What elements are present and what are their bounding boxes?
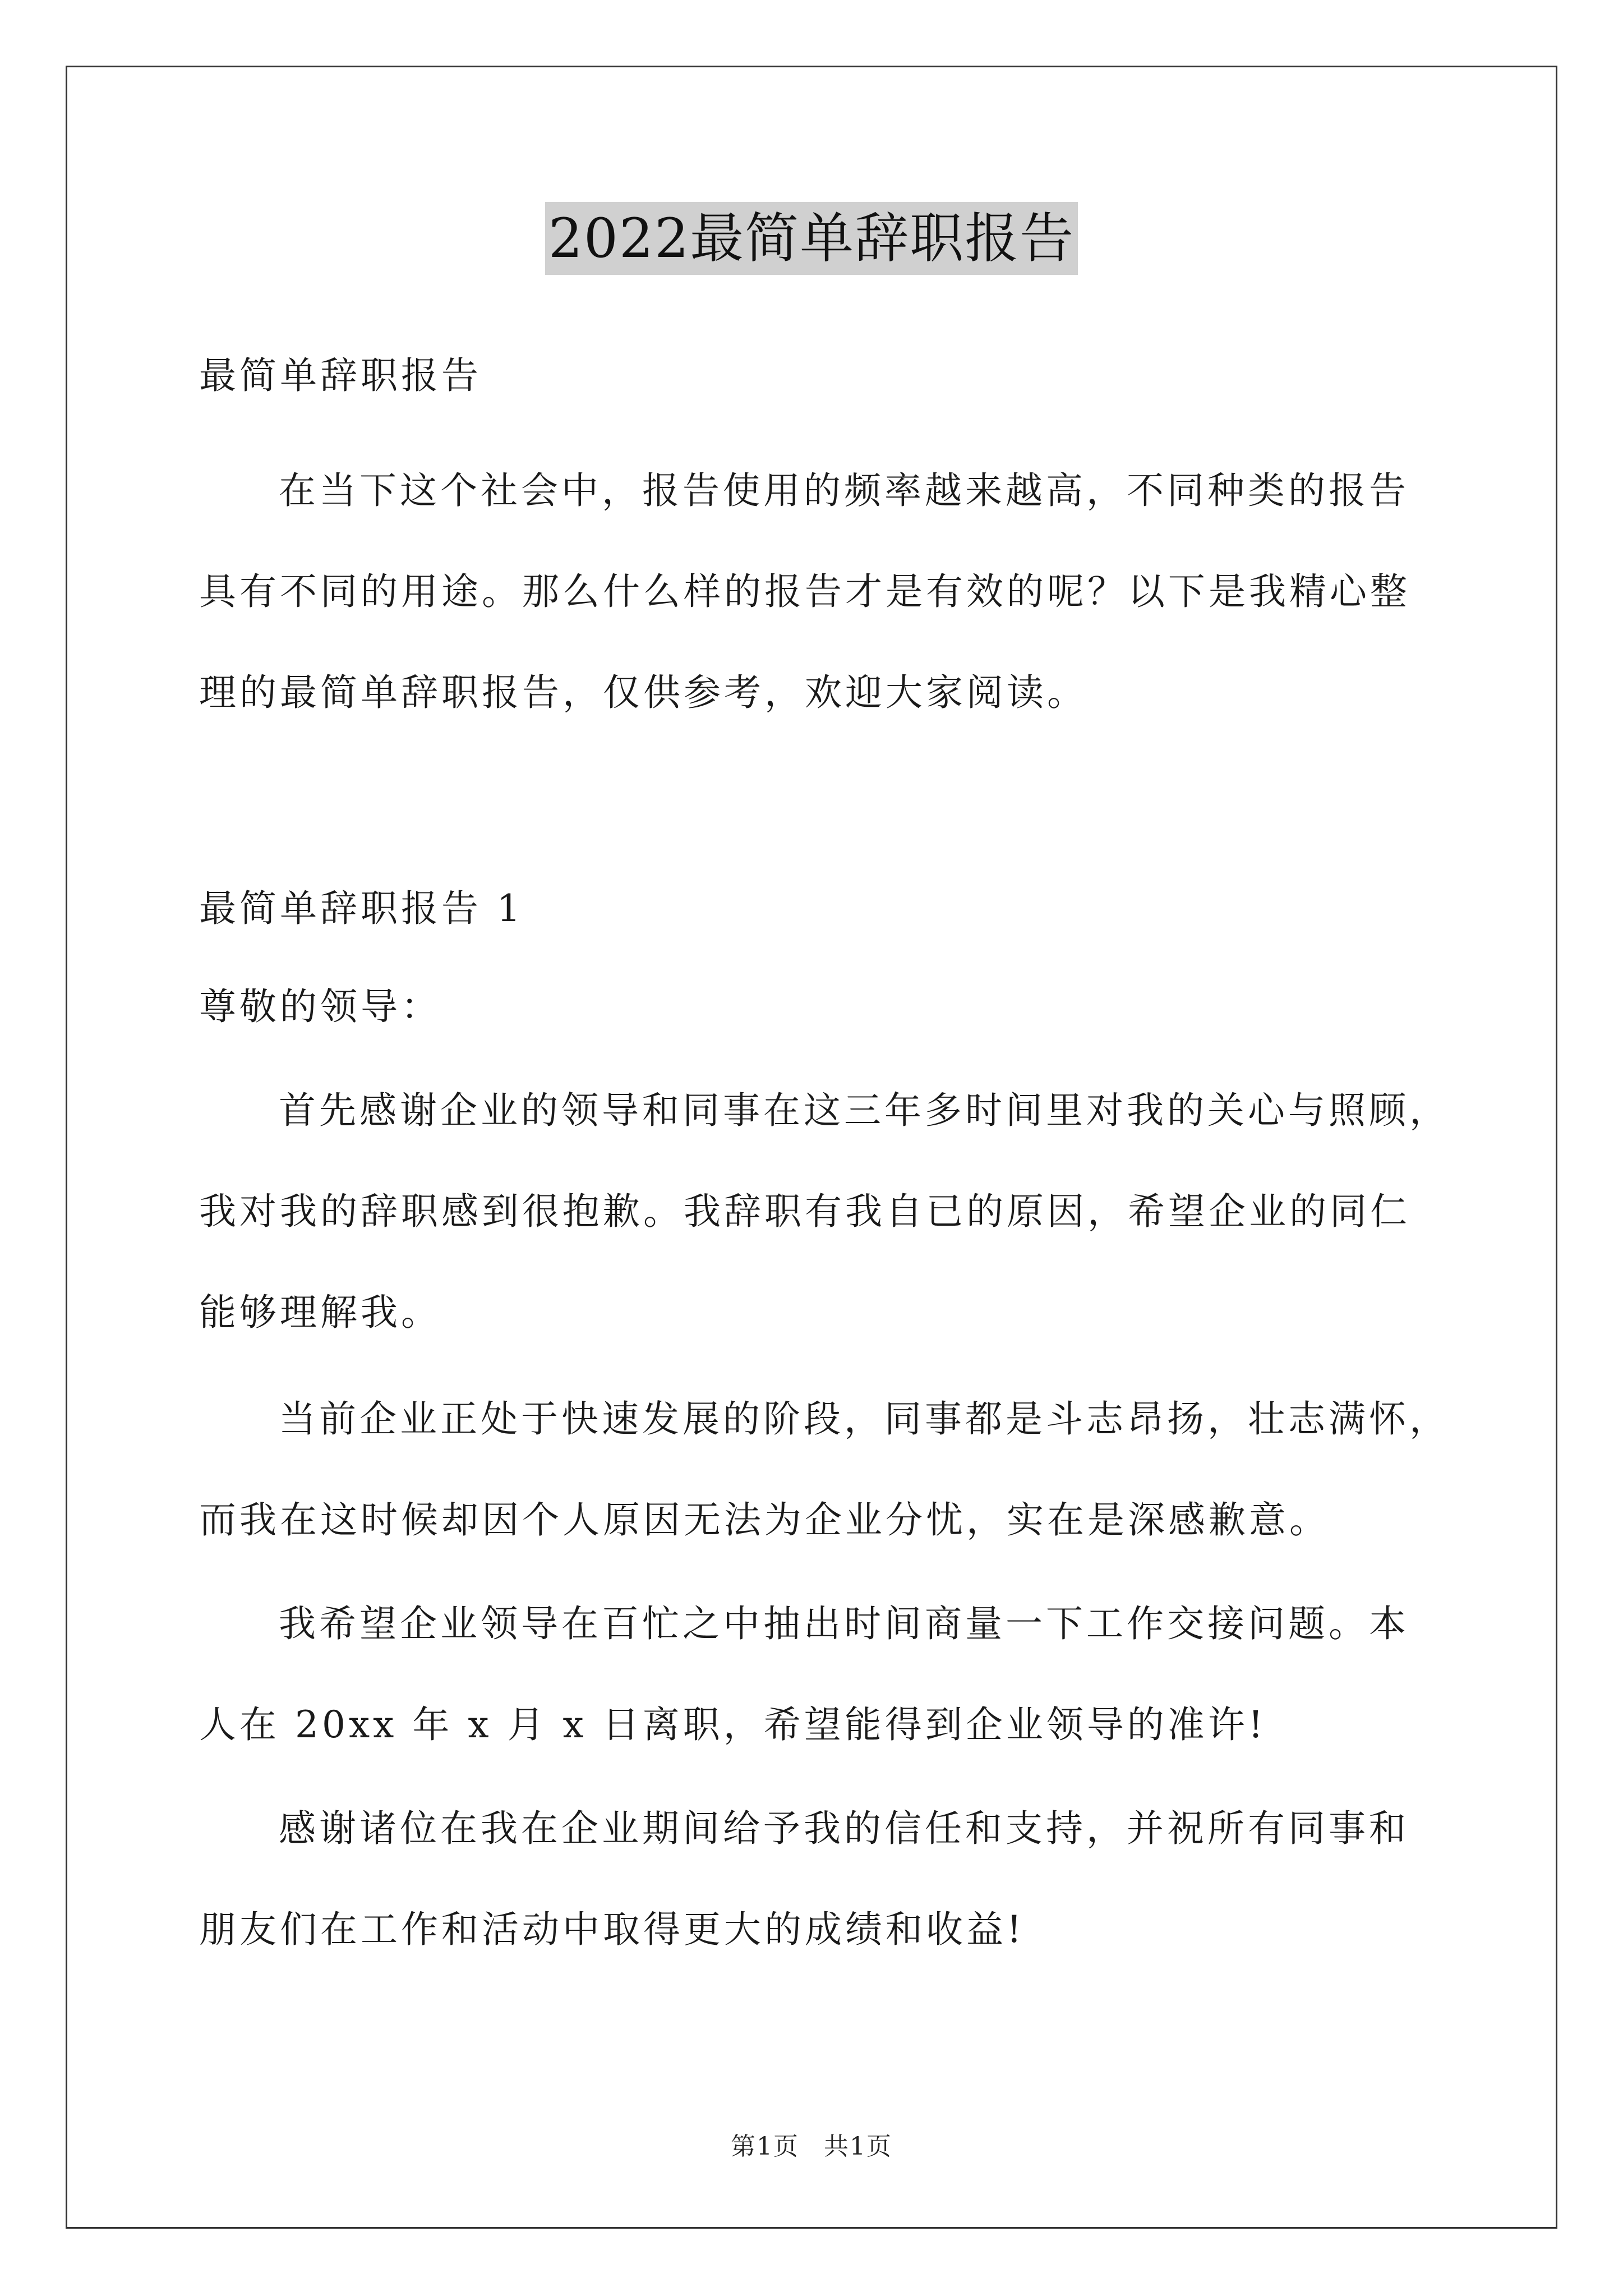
paragraph-line: 朋友们在工作和活动中取得更大的成绩和收益! bbox=[199, 1908, 1025, 1951]
paragraph-line: 首先感谢企业的领导和同事在这三年多时间里对我的关心与照顾， bbox=[279, 1089, 1450, 1132]
page-number-total: 共1页 bbox=[824, 2132, 892, 2161]
page-footer bbox=[0, 2126, 1623, 2162]
paragraph-line: 当前企业正处于快速发展的阶段，同事都是斗志昂扬，壮志满怀， bbox=[279, 1397, 1450, 1441]
paragraph-line: 我对我的辞职感到很抱歉。我辞职有我自已的原因，希望企业的同仁 bbox=[199, 1190, 1410, 1233]
intro-heading: 最简单辞职报告 bbox=[199, 354, 482, 397]
paragraph-line: 人在 20xx 年 x 月 x 日离职，希望能得到企业领导的准许! bbox=[199, 1703, 1267, 1746]
salutation: 尊敬的领导： bbox=[199, 985, 441, 1028]
title-container bbox=[0, 202, 1623, 275]
paragraph-line: 感谢诸位在我在企业期间给予我的信任和支持，并祝所有同事和 bbox=[279, 1807, 1409, 1850]
intro-line: 具有不同的用途。那么什么样的报告才是有效的呢？以下是我精心整 bbox=[199, 570, 1410, 613]
paragraph-line: 而我在这时候却因个人原因无法为企业分忧，实在是深感歉意。 bbox=[199, 1498, 1330, 1542]
paragraph-line: 我希望企业领导在百忙之中抽出时间商量一下工作交接问题。本 bbox=[279, 1602, 1409, 1645]
intro-line: 理的最简单辞职报告，仅供参考，欢迎大家阅读。 bbox=[199, 671, 1087, 714]
section-heading: 最简单辞职报告 1 bbox=[199, 887, 524, 930]
paragraph-line: 能够理解我。 bbox=[199, 1291, 441, 1334]
document-title: 2022最简单辞职报告 bbox=[545, 202, 1078, 275]
intro-line: 在当下这个社会中，报告使用的频率越来越高，不同种类的报告 bbox=[279, 469, 1409, 512]
page-number-current: 第1页 bbox=[731, 2132, 799, 2161]
